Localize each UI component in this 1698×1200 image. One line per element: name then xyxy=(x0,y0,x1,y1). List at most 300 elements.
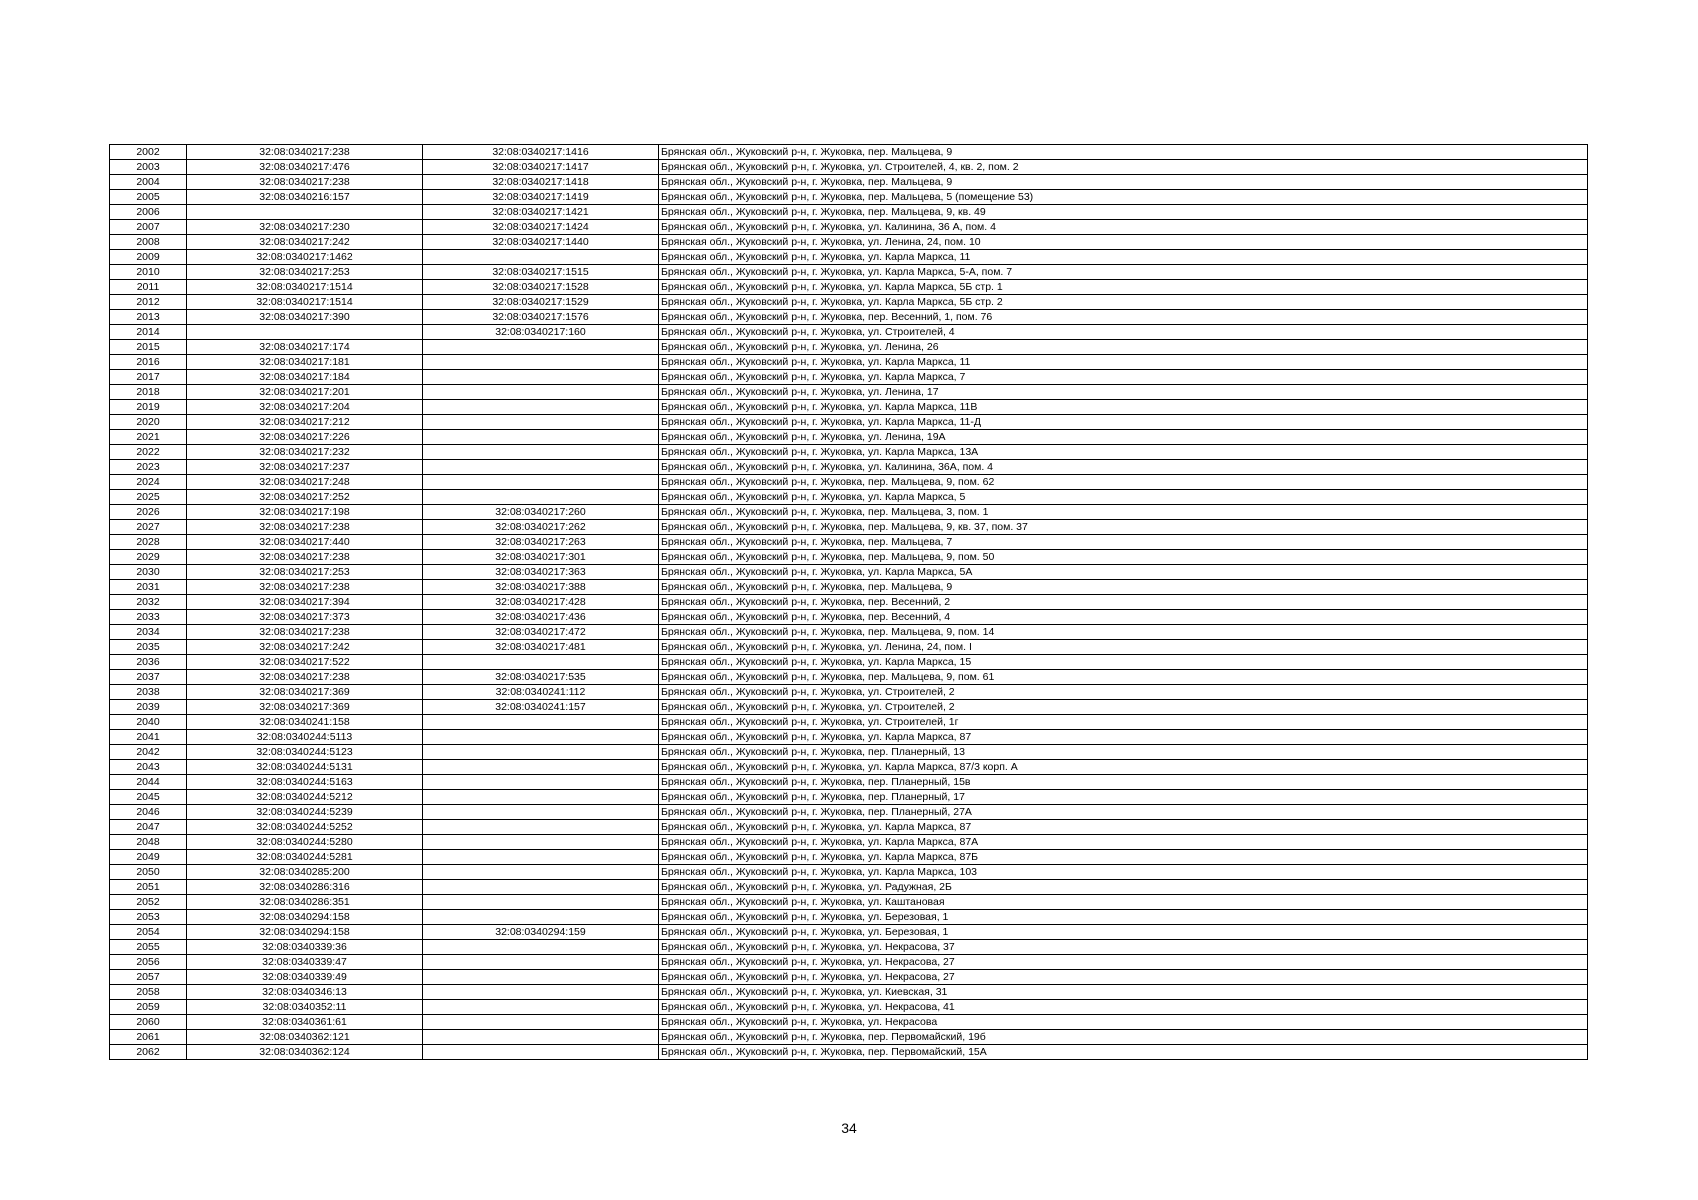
land-cadastral-number-cell: 32:08:0340244:5131 xyxy=(187,760,423,775)
table-row xyxy=(110,850,1588,865)
object-cadastral-number-cell xyxy=(423,1030,659,1045)
row-number-cell: 2015 xyxy=(110,340,187,355)
object-cadastral-number-cell xyxy=(423,880,659,895)
land-cadastral-number-cell: 32:08:0340244:5252 xyxy=(187,820,423,835)
address-cell: Брянская обл., Жуковский р-н, г. Жуковка, пер. Первомайский, 19б xyxy=(659,1030,1588,1045)
land-cadastral-number-cell: 32:08:0340217:181 xyxy=(187,355,423,370)
table-row xyxy=(110,280,1588,295)
land-cadastral-number-cell: 32:08:0340362:124 xyxy=(187,1045,423,1060)
land-cadastral-number-cell: 32:08:0340217:369 xyxy=(187,700,423,715)
land-cadastral-number-cell: 32:08:0340217:522 xyxy=(187,655,423,670)
object-cadastral-number-cell xyxy=(423,430,659,445)
address-cell: Брянская обл., Жуковский р-н, г. Жуковка, ул. Карла Маркса, 11 xyxy=(659,250,1588,265)
address-cell: Брянская обл., Жуковский р-н, г. Жуковка, ул. Строителей, 4, кв. 2, пом. 2 xyxy=(659,160,1588,175)
object-cadastral-number-cell: 32:08:0340241:157 xyxy=(423,700,659,715)
object-cadastral-number-cell xyxy=(423,745,659,760)
table-row xyxy=(110,610,1588,625)
row-number-cell: 2019 xyxy=(110,400,187,415)
table-row xyxy=(110,595,1588,610)
object-cadastral-number-cell xyxy=(423,445,659,460)
land-cadastral-number-cell: 32:08:0340216:157 xyxy=(187,190,423,205)
table-row xyxy=(110,160,1588,175)
object-cadastral-number-cell xyxy=(423,415,659,430)
land-cadastral-number-cell: 32:08:0340217:230 xyxy=(187,220,423,235)
row-number-cell: 2003 xyxy=(110,160,187,175)
row-number-cell: 2039 xyxy=(110,700,187,715)
table-row xyxy=(110,805,1588,820)
row-number-cell: 2034 xyxy=(110,625,187,640)
address-cell: Брянская обл., Жуковский р-н, г. Жуковка, пер. Планерный, 27А xyxy=(659,805,1588,820)
row-number-cell: 2023 xyxy=(110,460,187,475)
address-cell: Брянская обл., Жуковский р-н, г. Жуковка, ул. Березовая, 1 xyxy=(659,910,1588,925)
table-row xyxy=(110,445,1588,460)
land-cadastral-number-cell: 32:08:0340244:5113 xyxy=(187,730,423,745)
address-cell: Брянская обл., Жуковский р-н, г. Жуковка, пер. Весенний, 1, пом. 76 xyxy=(659,310,1588,325)
address-cell: Брянская обл., Жуковский р-н, г. Жуковка, ул. Ленина, 24, пом. I xyxy=(659,640,1588,655)
table-row xyxy=(110,700,1588,715)
address-cell: Брянская обл., Жуковский р-н, г. Жуковка, ул. Карла Маркса, 5 xyxy=(659,490,1588,505)
land-cadastral-number-cell: 32:08:0340217:238 xyxy=(187,550,423,565)
table-row xyxy=(110,460,1588,475)
row-number-cell: 2024 xyxy=(110,475,187,490)
land-cadastral-number-cell: 32:08:0340217:237 xyxy=(187,460,423,475)
land-cadastral-number-cell: 32:08:0340217:369 xyxy=(187,685,423,700)
address-cell: Брянская обл., Жуковский р-н, г. Жуковка, пер. Мальцева, 9, кв. 49 xyxy=(659,205,1588,220)
row-number-cell: 2018 xyxy=(110,385,187,400)
row-number-cell: 2020 xyxy=(110,415,187,430)
row-number-cell: 2042 xyxy=(110,745,187,760)
address-cell: Брянская обл., Жуковский р-н, г. Жуковка, пер. Мальцева, 9 xyxy=(659,580,1588,595)
row-number-cell: 2036 xyxy=(110,655,187,670)
address-cell: Брянская обл., Жуковский р-н, г. Жуковка, ул. Березовая, 1 xyxy=(659,925,1588,940)
object-cadastral-number-cell xyxy=(423,805,659,820)
row-number-cell: 2049 xyxy=(110,850,187,865)
object-cadastral-number-cell: 32:08:0340217:428 xyxy=(423,595,659,610)
object-cadastral-number-cell: 32:08:0340217:1515 xyxy=(423,265,659,280)
land-cadastral-number-cell: 32:08:0340217:242 xyxy=(187,640,423,655)
row-number-cell: 2031 xyxy=(110,580,187,595)
table-row xyxy=(110,760,1588,775)
row-number-cell: 2009 xyxy=(110,250,187,265)
table-row xyxy=(110,370,1588,385)
address-cell: Брянская обл., Жуковский р-н, г. Жуковка, пер. Весенний, 4 xyxy=(659,610,1588,625)
row-number-cell: 2044 xyxy=(110,775,187,790)
address-cell: Брянская обл., Жуковский р-н, г. Жуковка, пер. Планерный, 13 xyxy=(659,745,1588,760)
land-cadastral-number-cell: 32:08:0340217:242 xyxy=(187,235,423,250)
table-row xyxy=(110,1045,1588,1060)
row-number-cell: 2037 xyxy=(110,670,187,685)
object-cadastral-number-cell xyxy=(423,760,659,775)
address-cell: Брянская обл., Жуковский р-н, г. Жуковка, ул. Карла Маркса, 5-А, пом. 7 xyxy=(659,265,1588,280)
land-cadastral-number-cell: 32:08:0340286:351 xyxy=(187,895,423,910)
address-cell: Брянская обл., Жуковский р-н, г. Жуковка, ул. Некрасова, 41 xyxy=(659,1000,1588,1015)
object-cadastral-number-cell xyxy=(423,985,659,1000)
land-cadastral-number-cell: 32:08:0340361:61 xyxy=(187,1015,423,1030)
address-cell: Брянская обл., Жуковский р-н, г. Жуковка, ул. Карла Маркса, 11В xyxy=(659,400,1588,415)
land-cadastral-number-cell: 32:08:0340346:13 xyxy=(187,985,423,1000)
address-cell: Брянская обл., Жуковский р-н, г. Жуковка, пер. Мальцева, 5 (помещение 53) xyxy=(659,190,1588,205)
row-number-cell: 2021 xyxy=(110,430,187,445)
land-cadastral-number-cell: 32:08:0340244:5281 xyxy=(187,850,423,865)
address-cell: Брянская обл., Жуковский р-н, г. Жуковка, пер. Мальцева, 9, пом. 14 xyxy=(659,625,1588,640)
row-number-cell: 2008 xyxy=(110,235,187,250)
table-row xyxy=(110,655,1588,670)
table-row xyxy=(110,955,1588,970)
table-row xyxy=(110,415,1588,430)
object-cadastral-number-cell xyxy=(423,400,659,415)
table-row xyxy=(110,640,1588,655)
land-cadastral-number-cell: 32:08:0340244:5239 xyxy=(187,805,423,820)
land-cadastral-number-cell: 32:08:0340217:226 xyxy=(187,430,423,445)
address-cell: Брянская обл., Жуковский р-н, г. Жуковка, пер. Мальцева, 3, пом. 1 xyxy=(659,505,1588,520)
table-row xyxy=(110,355,1588,370)
table-row xyxy=(110,490,1588,505)
table-row xyxy=(110,580,1588,595)
table-row xyxy=(110,730,1588,745)
row-number-cell: 2011 xyxy=(110,280,187,295)
address-cell: Брянская обл., Жуковский р-н, г. Жуковка, ул. Строителей, 1г xyxy=(659,715,1588,730)
land-cadastral-number-cell: 32:08:0340339:49 xyxy=(187,970,423,985)
row-number-cell: 2061 xyxy=(110,1030,187,1045)
row-number-cell: 2029 xyxy=(110,550,187,565)
row-number-cell: 2002 xyxy=(110,145,187,160)
object-cadastral-number-cell: 32:08:0340217:160 xyxy=(423,325,659,340)
land-cadastral-number-cell: 32:08:0340217:201 xyxy=(187,385,423,400)
object-cadastral-number-cell xyxy=(423,850,659,865)
address-cell: Брянская обл., Жуковский р-н, г. Жуковка, ул. Калинина, 36А, пом. 4 xyxy=(659,460,1588,475)
table-row xyxy=(110,925,1588,940)
row-number-cell: 2062 xyxy=(110,1045,187,1060)
address-cell: Брянская обл., Жуковский р-н, г. Жуковка, ул. Ленина, 19А xyxy=(659,430,1588,445)
row-number-cell: 2026 xyxy=(110,505,187,520)
land-cadastral-number-cell: 32:08:0340286:316 xyxy=(187,880,423,895)
object-cadastral-number-cell xyxy=(423,715,659,730)
object-cadastral-number-cell xyxy=(423,895,659,910)
table-row xyxy=(110,250,1588,265)
object-cadastral-number-cell: 32:08:0340217:436 xyxy=(423,610,659,625)
address-cell: Брянская обл., Жуковский р-н, г. Жуковка, пер. Мальцева, 9, пом. 62 xyxy=(659,475,1588,490)
land-cadastral-number-cell: 32:08:0340285:200 xyxy=(187,865,423,880)
table-row xyxy=(110,685,1588,700)
object-cadastral-number-cell xyxy=(423,940,659,955)
row-number-cell: 2038 xyxy=(110,685,187,700)
table-row xyxy=(110,820,1588,835)
table-row xyxy=(110,1000,1588,1015)
table-row xyxy=(110,775,1588,790)
table-row xyxy=(110,385,1588,400)
address-cell: Брянская обл., Жуковский р-н, г. Жуковка, ул. Карла Маркса, 7 xyxy=(659,370,1588,385)
row-number-cell: 2040 xyxy=(110,715,187,730)
table-row xyxy=(110,1030,1588,1045)
row-number-cell: 2057 xyxy=(110,970,187,985)
table-row xyxy=(110,175,1588,190)
row-number-cell: 2027 xyxy=(110,520,187,535)
row-number-cell: 2048 xyxy=(110,835,187,850)
land-cadastral-number-cell: 32:08:0340217:174 xyxy=(187,340,423,355)
address-cell: Брянская обл., Жуковский р-н, г. Жуковка, пер. Мальцева, 9, пом. 50 xyxy=(659,550,1588,565)
land-cadastral-number-cell: 32:08:0340217:204 xyxy=(187,400,423,415)
table-row xyxy=(110,340,1588,355)
table-row xyxy=(110,670,1588,685)
table-row xyxy=(110,790,1588,805)
object-cadastral-number-cell: 32:08:0340217:481 xyxy=(423,640,659,655)
land-cadastral-number-cell: 32:08:0340217:390 xyxy=(187,310,423,325)
land-cadastral-number-cell: 32:08:0340244:5163 xyxy=(187,775,423,790)
land-cadastral-number-cell: 32:08:0340217:253 xyxy=(187,565,423,580)
land-cadastral-number-cell: 32:08:0340339:47 xyxy=(187,955,423,970)
object-cadastral-number-cell xyxy=(423,490,659,505)
address-cell: Брянская обл., Жуковский р-н, г. Жуковка, ул. Карла Маркса, 11-Д xyxy=(659,415,1588,430)
address-cell: Брянская обл., Жуковский р-н, г. Жуковка, пер. Первомайский, 15А xyxy=(659,1045,1588,1060)
land-cadastral-number-cell xyxy=(187,205,423,220)
table-row xyxy=(110,835,1588,850)
object-cadastral-number-cell xyxy=(423,655,659,670)
land-cadastral-number-cell: 32:08:0340217:440 xyxy=(187,535,423,550)
row-number-cell: 2032 xyxy=(110,595,187,610)
table-row xyxy=(110,625,1588,640)
object-cadastral-number-cell xyxy=(423,835,659,850)
address-cell: Брянская обл., Жуковский р-н, г. Жуковка, ул. Некрасова xyxy=(659,1015,1588,1030)
address-cell: Брянская обл., Жуковский р-н, г. Жуковка, ул. Карла Маркса, 11 xyxy=(659,355,1588,370)
table-row xyxy=(110,190,1588,205)
object-cadastral-number-cell: 32:08:0340294:159 xyxy=(423,925,659,940)
table-row xyxy=(110,295,1588,310)
land-cadastral-number-cell: 32:08:0340217:1514 xyxy=(187,295,423,310)
object-cadastral-number-cell xyxy=(423,475,659,490)
object-cadastral-number-cell xyxy=(423,865,659,880)
object-cadastral-number-cell xyxy=(423,340,659,355)
object-cadastral-number-cell: 32:08:0340217:1417 xyxy=(423,160,659,175)
address-cell: Брянская обл., Жуковский р-н, г. Жуковка, ул. Радужная, 2Б xyxy=(659,880,1588,895)
object-cadastral-number-cell xyxy=(423,970,659,985)
address-cell: Брянская обл., Жуковский р-н, г. Жуковка, ул. Карла Маркса, 5А xyxy=(659,565,1588,580)
row-number-cell: 2046 xyxy=(110,805,187,820)
table-row xyxy=(110,535,1588,550)
table-row xyxy=(110,520,1588,535)
table-row xyxy=(110,1015,1588,1030)
address-cell: Брянская обл., Жуковский р-н, г. Жуковка, ул. Карла Маркса, 13А xyxy=(659,445,1588,460)
object-cadastral-number-cell: 32:08:0340217:260 xyxy=(423,505,659,520)
object-cadastral-number-cell: 32:08:0340217:1419 xyxy=(423,190,659,205)
object-cadastral-number-cell: 32:08:0340217:1440 xyxy=(423,235,659,250)
land-cadastral-number-cell: 32:08:0340217:238 xyxy=(187,175,423,190)
land-cadastral-number-cell: 32:08:0340217:238 xyxy=(187,625,423,640)
land-cadastral-number-cell: 32:08:0340217:238 xyxy=(187,520,423,535)
address-cell: Брянская обл., Жуковский р-н, г. Жуковка, ул. Некрасова, 37 xyxy=(659,940,1588,955)
address-cell: Брянская обл., Жуковский р-н, г. Жуковка, пер. Планерный, 17 xyxy=(659,790,1588,805)
object-cadastral-number-cell xyxy=(423,775,659,790)
land-cadastral-number-cell: 32:08:0340294:158 xyxy=(187,910,423,925)
address-cell: Брянская обл., Жуковский р-н, г. Жуковка, пер. Мальцева, 9, кв. 37, пом. 37 xyxy=(659,520,1588,535)
object-cadastral-number-cell xyxy=(423,1015,659,1030)
row-number-cell: 2054 xyxy=(110,925,187,940)
row-number-cell: 2014 xyxy=(110,325,187,340)
address-cell: Брянская обл., Жуковский р-н, г. Жуковка, ул. Некрасова, 27 xyxy=(659,955,1588,970)
address-cell: Брянская обл., Жуковский р-н, г. Жуковка, ул. Карла Маркса, 5Б стр. 2 xyxy=(659,295,1588,310)
table-row xyxy=(110,970,1588,985)
row-number-cell: 2056 xyxy=(110,955,187,970)
land-cadastral-number-cell: 32:08:0340217:1462 xyxy=(187,250,423,265)
table-row xyxy=(110,145,1588,160)
land-cadastral-number-cell: 32:08:0340217:252 xyxy=(187,490,423,505)
object-cadastral-number-cell xyxy=(423,1000,659,1015)
page-number: 34 xyxy=(841,1120,857,1136)
row-number-cell: 2004 xyxy=(110,175,187,190)
address-cell: Брянская обл., Жуковский р-н, г. Жуковка, ул. Каштановая xyxy=(659,895,1588,910)
table-row xyxy=(110,475,1588,490)
table-row xyxy=(110,565,1588,580)
table-row xyxy=(110,310,1588,325)
object-cadastral-number-cell: 32:08:0340217:263 xyxy=(423,535,659,550)
object-cadastral-number-cell: 32:08:0340217:262 xyxy=(423,520,659,535)
table-row xyxy=(110,910,1588,925)
table-row xyxy=(110,940,1588,955)
object-cadastral-number-cell xyxy=(423,460,659,475)
address-cell: Брянская обл., Жуковский р-н, г. Жуковка, ул. Карла Маркса, 87А xyxy=(659,835,1588,850)
address-cell: Брянская обл., Жуковский р-н, г. Жуковка, ул. Строителей, 2 xyxy=(659,685,1588,700)
land-cadastral-number-cell: 32:08:0340217:232 xyxy=(187,445,423,460)
address-cell: Брянская обл., Жуковский р-н, г. Жуковка, ул. Ленина, 26 xyxy=(659,340,1588,355)
object-cadastral-number-cell xyxy=(423,730,659,745)
address-cell: Брянская обл., Жуковский р-н, г. Жуковка, пер. Мальцева, 9 xyxy=(659,145,1588,160)
table-row xyxy=(110,715,1588,730)
land-cadastral-number-cell: 32:08:0340241:158 xyxy=(187,715,423,730)
row-number-cell: 2022 xyxy=(110,445,187,460)
registry-table-body xyxy=(110,145,1588,1060)
address-cell: Брянская обл., Жуковский р-н, г. Жуковка, ул. Калинина, 36 А, пом. 4 xyxy=(659,220,1588,235)
table-row xyxy=(110,745,1588,760)
object-cadastral-number-cell: 32:08:0340217:1421 xyxy=(423,205,659,220)
land-cadastral-number-cell xyxy=(187,325,423,340)
object-cadastral-number-cell xyxy=(423,250,659,265)
address-cell: Брянская обл., Жуковский р-н, г. Жуковка, ул. Некрасова, 27 xyxy=(659,970,1588,985)
land-cadastral-number-cell: 32:08:0340217:248 xyxy=(187,475,423,490)
row-number-cell: 2047 xyxy=(110,820,187,835)
object-cadastral-number-cell xyxy=(423,370,659,385)
address-cell: Брянская обл., Жуковский р-н, г. Жуковка, ул. Киевская, 31 xyxy=(659,985,1588,1000)
object-cadastral-number-cell xyxy=(423,820,659,835)
row-number-cell: 2028 xyxy=(110,535,187,550)
object-cadastral-number-cell: 32:08:0340217:1529 xyxy=(423,295,659,310)
land-cadastral-number-cell: 32:08:0340362:121 xyxy=(187,1030,423,1045)
row-number-cell: 2058 xyxy=(110,985,187,1000)
object-cadastral-number-cell xyxy=(423,790,659,805)
row-number-cell: 2052 xyxy=(110,895,187,910)
object-cadastral-number-cell xyxy=(423,1045,659,1060)
address-cell: Брянская обл., Жуковский р-н, г. Жуковка, пер. Планерный, 15в xyxy=(659,775,1588,790)
address-cell: Брянская обл., Жуковский р-н, г. Жуковка, пер. Мальцева, 7 xyxy=(659,535,1588,550)
object-cadastral-number-cell: 32:08:0340217:472 xyxy=(423,625,659,640)
address-cell: Брянская обл., Жуковский р-н, г. Жуковка, ул. Ленина, 17 xyxy=(659,385,1588,400)
land-cadastral-number-cell: 32:08:0340217:238 xyxy=(187,145,423,160)
land-cadastral-number-cell: 32:08:0340217:184 xyxy=(187,370,423,385)
table-row xyxy=(110,505,1588,520)
table-row xyxy=(110,550,1588,565)
land-cadastral-number-cell: 32:08:0340244:5123 xyxy=(187,745,423,760)
land-cadastral-number-cell: 32:08:0340339:36 xyxy=(187,940,423,955)
object-cadastral-number-cell: 32:08:0340217:363 xyxy=(423,565,659,580)
object-cadastral-number-cell xyxy=(423,355,659,370)
land-cadastral-number-cell: 32:08:0340217:476 xyxy=(187,160,423,175)
address-cell: Брянская обл., Жуковский р-н, г. Жуковка, пер. Мальцева, 9, пом. 61 xyxy=(659,670,1588,685)
address-cell: Брянская обл., Жуковский р-н, г. Жуковка, ул. Строителей, 2 xyxy=(659,700,1588,715)
land-cadastral-number-cell: 32:08:0340244:5212 xyxy=(187,790,423,805)
address-cell: Брянская обл., Жуковский р-н, г. Жуковка, ул. Карла Маркса, 87/3 корп. А xyxy=(659,760,1588,775)
land-cadastral-number-cell: 32:08:0340217:1514 xyxy=(187,280,423,295)
row-number-cell: 2017 xyxy=(110,370,187,385)
address-cell: Брянская обл., Жуковский р-н, г. Жуковка, пер. Весенний, 2 xyxy=(659,595,1588,610)
object-cadastral-number-cell xyxy=(423,910,659,925)
object-cadastral-number-cell: 32:08:0340217:388 xyxy=(423,580,659,595)
object-cadastral-number-cell xyxy=(423,955,659,970)
land-cadastral-number-cell: 32:08:0340217:212 xyxy=(187,415,423,430)
row-number-cell: 2013 xyxy=(110,310,187,325)
table-row xyxy=(110,205,1588,220)
row-number-cell: 2016 xyxy=(110,355,187,370)
land-cadastral-number-cell: 32:08:0340352:11 xyxy=(187,1000,423,1015)
land-cadastral-number-cell: 32:08:0340217:238 xyxy=(187,670,423,685)
table-row xyxy=(110,865,1588,880)
address-cell: Брянская обл., Жуковский р-н, г. Жуковка, ул. Строителей, 4 xyxy=(659,325,1588,340)
row-number-cell: 2053 xyxy=(110,910,187,925)
object-cadastral-number-cell: 32:08:0340217:1424 xyxy=(423,220,659,235)
object-cadastral-number-cell: 32:08:0340241:112 xyxy=(423,685,659,700)
land-cadastral-number-cell: 32:08:0340217:394 xyxy=(187,595,423,610)
table-row xyxy=(110,265,1588,280)
land-cadastral-number-cell: 32:08:0340294:158 xyxy=(187,925,423,940)
row-number-cell: 2012 xyxy=(110,295,187,310)
row-number-cell: 2050 xyxy=(110,865,187,880)
row-number-cell: 2060 xyxy=(110,1015,187,1030)
row-number-cell: 2051 xyxy=(110,880,187,895)
address-cell: Брянская обл., Жуковский р-н, г. Жуковка, ул. Карла Маркса, 103 xyxy=(659,865,1588,880)
table-row xyxy=(110,400,1588,415)
row-number-cell: 2035 xyxy=(110,640,187,655)
row-number-cell: 2025 xyxy=(110,490,187,505)
property-registry-table xyxy=(109,144,1588,1060)
object-cadastral-number-cell xyxy=(423,385,659,400)
object-cadastral-number-cell: 32:08:0340217:1528 xyxy=(423,280,659,295)
object-cadastral-number-cell: 32:08:0340217:1418 xyxy=(423,175,659,190)
land-cadastral-number-cell: 32:08:0340244:5280 xyxy=(187,835,423,850)
address-cell: Брянская обл., Жуковский р-н, г. Жуковка, ул. Карла Маркса, 15 xyxy=(659,655,1588,670)
row-number-cell: 2055 xyxy=(110,940,187,955)
address-cell: Брянская обл., Жуковский р-н, г. Жуковка, ул. Карла Маркса, 87 xyxy=(659,820,1588,835)
table-row xyxy=(110,220,1588,235)
row-number-cell: 2010 xyxy=(110,265,187,280)
object-cadastral-number-cell: 32:08:0340217:535 xyxy=(423,670,659,685)
table-row xyxy=(110,325,1588,340)
table-row xyxy=(110,895,1588,910)
table-row xyxy=(110,430,1588,445)
row-number-cell: 2059 xyxy=(110,1000,187,1015)
land-cadastral-number-cell: 32:08:0340217:373 xyxy=(187,610,423,625)
row-number-cell: 2045 xyxy=(110,790,187,805)
row-number-cell: 2033 xyxy=(110,610,187,625)
address-cell: Брянская обл., Жуковский р-н, г. Жуковка, пер. Мальцева, 9 xyxy=(659,175,1588,190)
object-cadastral-number-cell: 32:08:0340217:1576 xyxy=(423,310,659,325)
row-number-cell: 2041 xyxy=(110,730,187,745)
address-cell: Брянская обл., Жуковский р-н, г. Жуковка, ул. Карла Маркса, 87 xyxy=(659,730,1588,745)
row-number-cell: 2005 xyxy=(110,190,187,205)
address-cell: Брянская обл., Жуковский р-н, г. Жуковка, ул. Карла Маркса, 5Б стр. 1 xyxy=(659,280,1588,295)
object-cadastral-number-cell: 32:08:0340217:301 xyxy=(423,550,659,565)
address-cell: Брянская обл., Жуковский р-н, г. Жуковка, ул. Ленина, 24, пом. 10 xyxy=(659,235,1588,250)
address-cell: Брянская обл., Жуковский р-н, г. Жуковка, ул. Карла Маркса, 87Б xyxy=(659,850,1588,865)
row-number-cell: 2006 xyxy=(110,205,187,220)
land-cadastral-number-cell: 32:08:0340217:198 xyxy=(187,505,423,520)
land-cadastral-number-cell: 32:08:0340217:238 xyxy=(187,580,423,595)
